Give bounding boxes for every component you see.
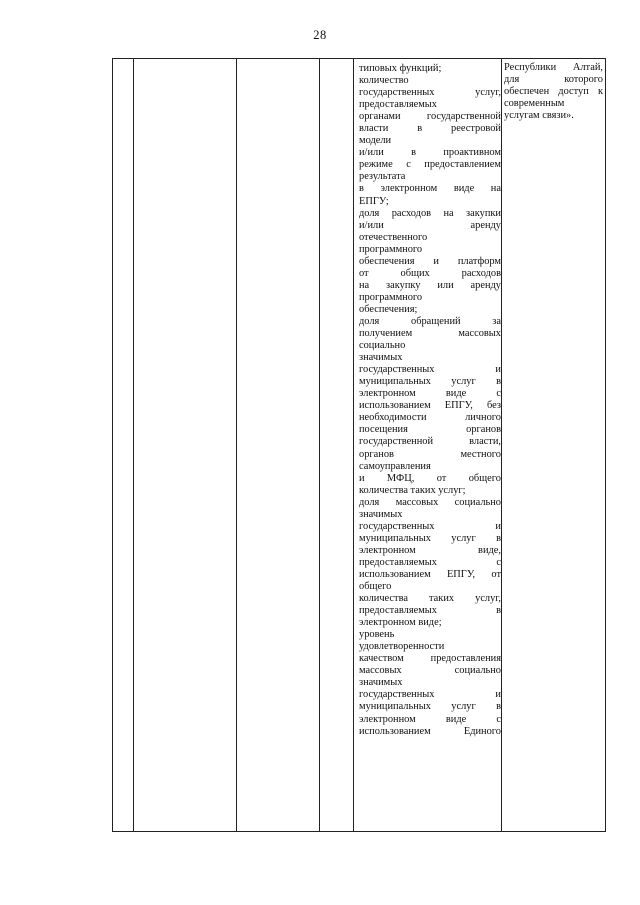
text-line: муниципальных услуг в <box>359 532 501 544</box>
text-line: государственных и <box>359 364 501 376</box>
text-line: доля расходов на закупки <box>359 207 501 219</box>
text-line: количество <box>359 75 409 87</box>
text-line: режиме с предоставлением <box>359 159 501 171</box>
column-divider <box>501 59 502 831</box>
text-line: значимых <box>359 508 403 520</box>
text-line: результата <box>359 171 406 183</box>
page-number: 28 <box>313 28 327 42</box>
text-line: от общих расходов <box>359 267 501 279</box>
text-line: предоставляемых <box>359 99 437 111</box>
column-divider <box>353 59 354 831</box>
text-line: программного <box>359 243 423 255</box>
text-line: типовых функций; <box>359 63 442 74</box>
text-line: значимых <box>359 677 403 689</box>
text-line: доля массовых социально <box>359 496 501 508</box>
text-line: и МФЦ, от общего <box>359 472 501 484</box>
text-line: доля обращений за <box>359 315 501 327</box>
text-line: получением массовых <box>359 328 501 340</box>
content-table <box>112 58 606 832</box>
text-line: и/или в проактивном <box>359 147 501 159</box>
text-line: модели <box>359 135 392 147</box>
text-line: обеспечен доступ к <box>504 86 603 98</box>
text-line: в электронном виде на <box>359 183 501 195</box>
text-line: удовлетворенности <box>359 641 445 653</box>
text-line: государственных и <box>359 689 501 701</box>
text-line: органами государственной <box>359 111 501 123</box>
text-line: количества таких услуг; <box>359 484 466 496</box>
text-line: социально <box>359 340 406 352</box>
text-line: органов местного <box>359 448 501 460</box>
text-line: общего <box>359 581 392 593</box>
text-line: уровень <box>359 629 395 641</box>
text-line: муниципальных услуг в <box>359 701 501 713</box>
text-line: массовых социально <box>359 665 501 677</box>
text-line: необходимости личного <box>359 412 501 424</box>
text-line: значимых <box>359 352 403 364</box>
text-line: государственных и <box>359 520 501 532</box>
text-line: и/или аренду <box>359 219 501 231</box>
text-line: электронном виде; <box>359 617 442 629</box>
text-line: количества таких услуг, <box>359 593 501 605</box>
text-line: самоуправления <box>359 460 431 472</box>
text-line: посещения органов <box>359 424 501 436</box>
text-line: ЕПГУ; <box>359 195 389 207</box>
text-line: электронном виде с <box>359 388 501 400</box>
text-line: предоставляемых с <box>359 556 501 568</box>
text-line: использованием ЕПГУ, от <box>359 568 501 580</box>
text-line: электронном виде, <box>359 544 501 556</box>
text-line: обеспечения; <box>359 303 418 315</box>
text-line: использованием Единого <box>359 725 501 737</box>
text-line: государственных услуг, <box>359 87 501 99</box>
column-divider <box>236 59 237 831</box>
text-line: отечественного <box>359 231 428 243</box>
text-line: предоставляемых в <box>359 605 501 617</box>
text-line: власти в реестровой <box>359 123 501 135</box>
text-line: современным <box>504 98 565 110</box>
indicators-cell <box>359 59 501 738</box>
text-line: услугам связи». <box>504 110 574 122</box>
text-line: обеспечения и платформ <box>359 255 501 267</box>
text-line: государственной власти, <box>359 436 501 448</box>
result-cell <box>504 59 603 122</box>
column-divider <box>133 59 134 831</box>
column-divider <box>319 59 320 831</box>
text-line: на закупку или аренду <box>359 279 501 291</box>
text-line: программного <box>359 291 423 303</box>
text-line: электронном виде с <box>359 713 501 725</box>
text-line: Республики Алтай, <box>504 62 603 73</box>
text-line: муниципальных услуг в <box>359 376 501 388</box>
text-line: для которого <box>504 74 603 86</box>
text-line: использованием ЕПГУ, без <box>359 400 501 412</box>
text-line: качеством предоставления <box>359 653 501 665</box>
